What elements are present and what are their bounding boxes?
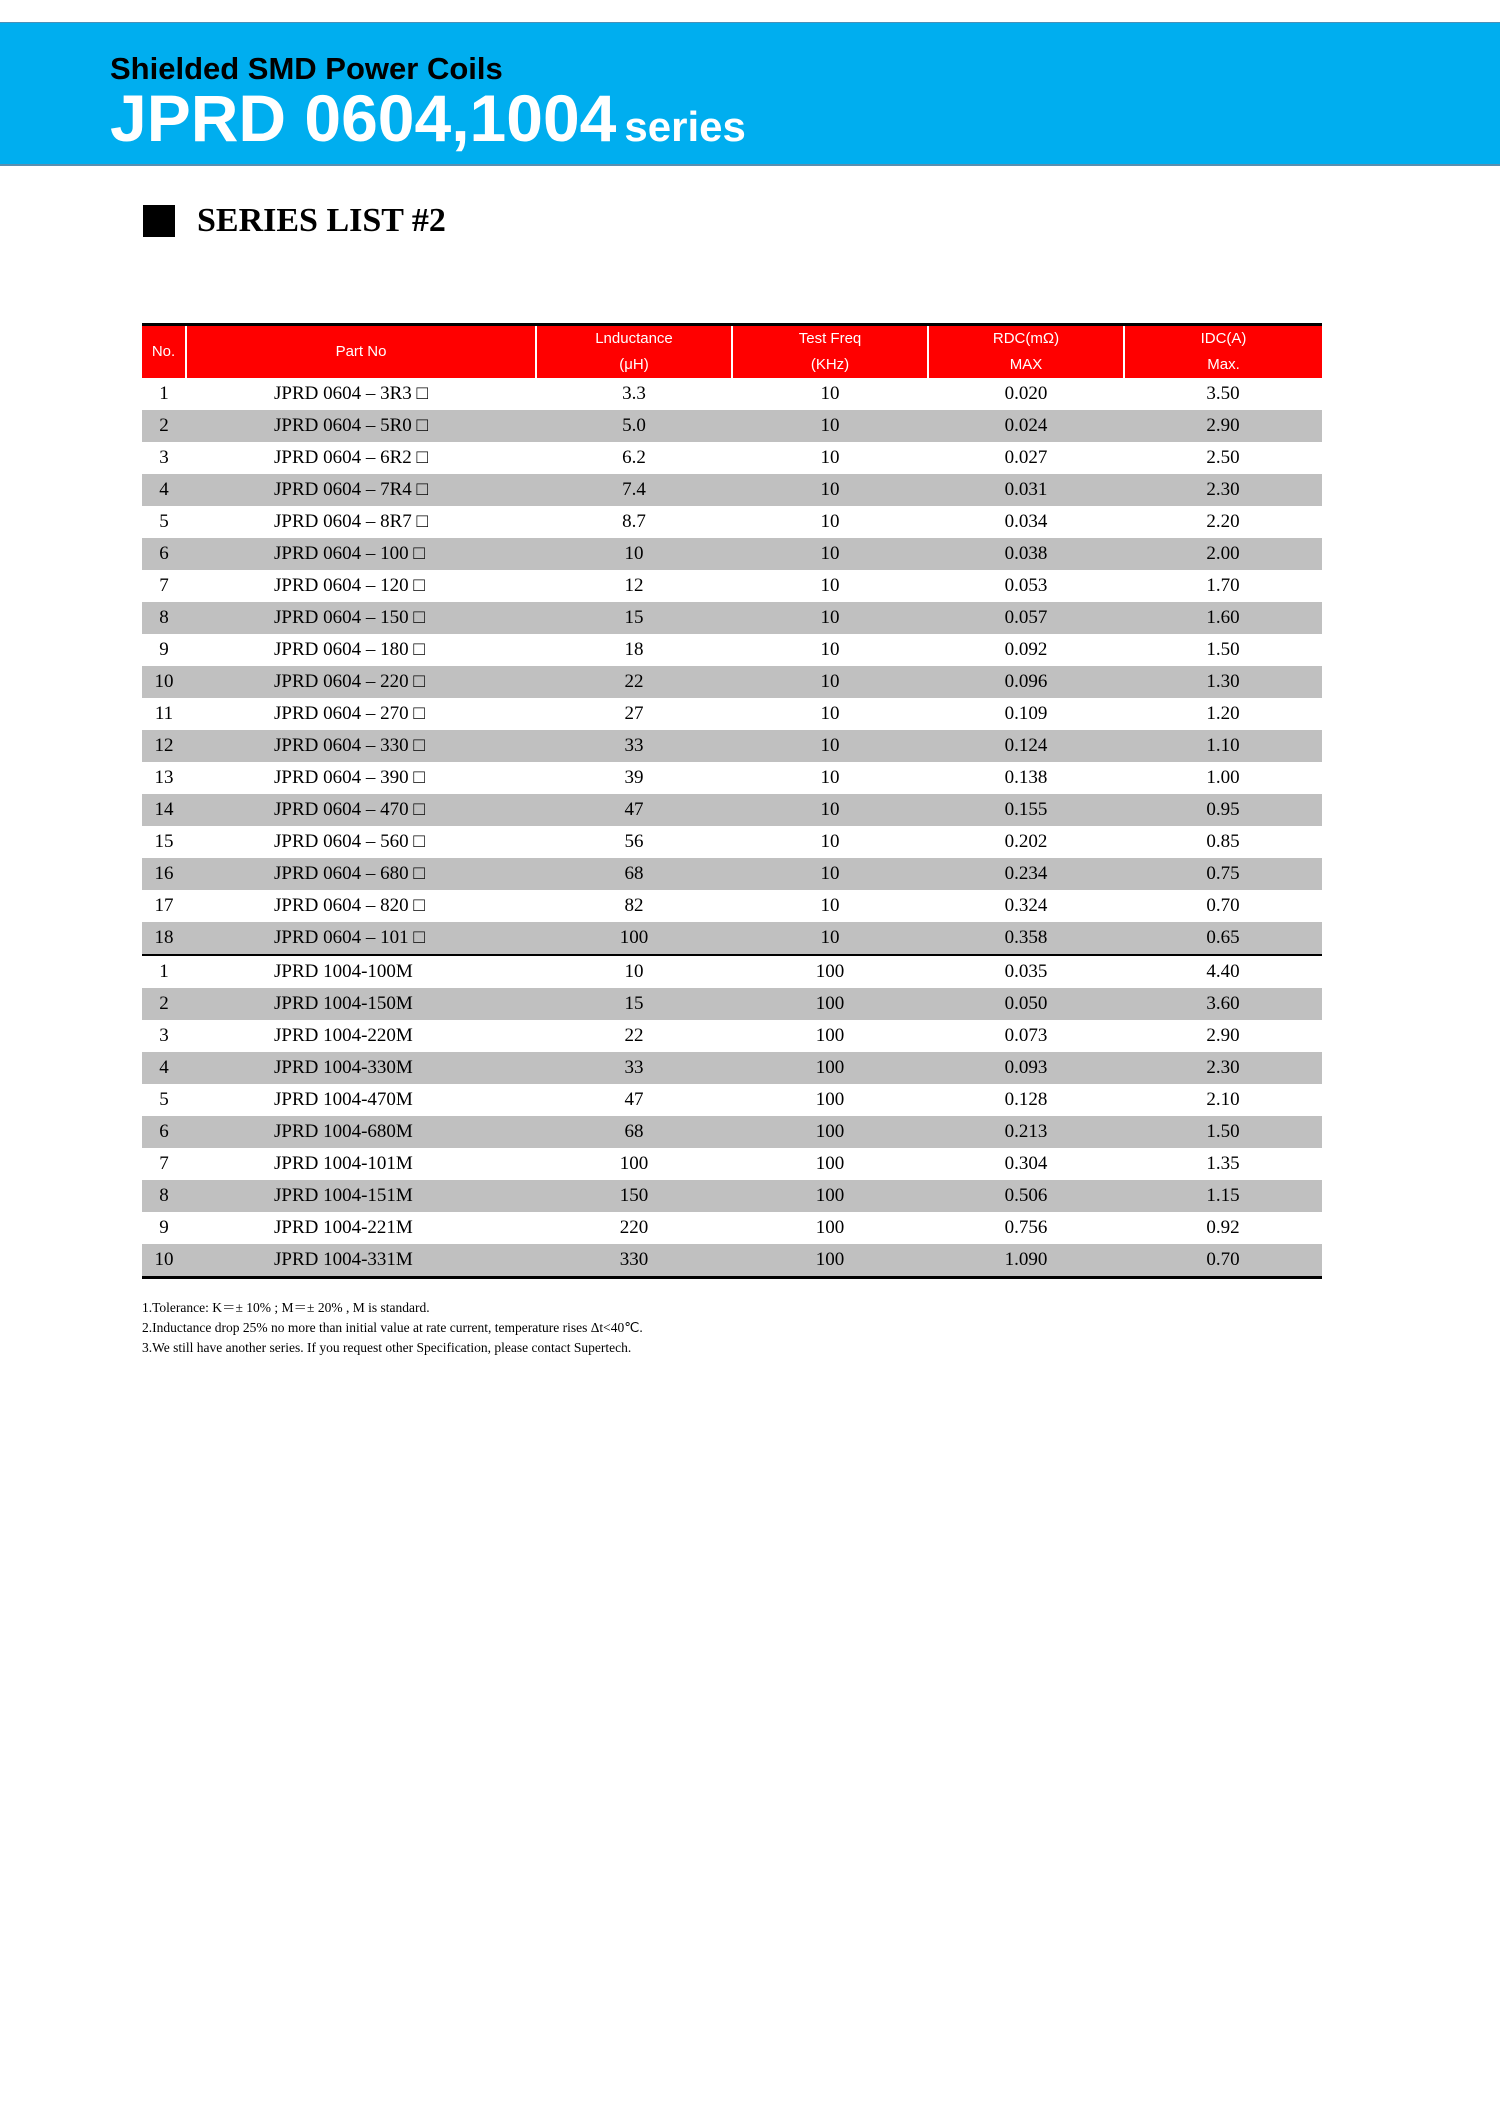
table-row bbox=[142, 858, 1322, 890]
cell-part-no: JPRD 0604 – 7R4 □ bbox=[186, 474, 536, 506]
cell-test-freq: 10 bbox=[732, 794, 928, 826]
cell-test-freq: 10 bbox=[820, 447, 840, 468]
cell-test-freq: 10 bbox=[732, 858, 928, 890]
cell-no: 13 bbox=[154, 767, 174, 788]
cell-rdc: 0.202 bbox=[1004, 831, 1048, 852]
cell-part-no: JPRD 0604 – 470 □ bbox=[186, 794, 536, 826]
cell-test-freq: 100 bbox=[732, 1180, 928, 1212]
cell-rdc: 0.358 bbox=[928, 922, 1124, 955]
cell-idc: 1.70 bbox=[1206, 575, 1240, 596]
cell-inductance: 10 bbox=[536, 538, 732, 570]
table-row bbox=[142, 474, 1322, 506]
cell-test-freq: 10 bbox=[732, 538, 928, 570]
header-subtitle: Shielded SMD Power Coils bbox=[110, 51, 503, 86]
cell-inductance: 330 bbox=[536, 1244, 732, 1278]
table-row bbox=[142, 890, 1322, 922]
header-title-suffix: series bbox=[624, 103, 746, 150]
cell-rdc: 0.096 bbox=[928, 666, 1124, 698]
column-header-test-freq: Test Freq (KHz) bbox=[732, 325, 928, 379]
cell-idc: 2.90 bbox=[1206, 1025, 1240, 1046]
cell-inductance: 5.0 bbox=[536, 410, 732, 442]
header-banner bbox=[0, 22, 1500, 166]
cell-test-freq: 10 bbox=[820, 831, 840, 852]
cell-inductance: 47 bbox=[624, 1089, 644, 1110]
cell-test-freq: 100 bbox=[732, 1052, 928, 1084]
cell-test-freq: 100 bbox=[732, 1244, 928, 1278]
table-row bbox=[142, 1180, 1322, 1212]
cell-inductance: 22 bbox=[624, 1025, 644, 1046]
cell-part-no: JPRD 0604 – 270 □ bbox=[274, 703, 425, 724]
cell-no: 17 bbox=[154, 895, 174, 916]
table-row bbox=[142, 1116, 1322, 1148]
cell-rdc: 0.213 bbox=[928, 1116, 1124, 1148]
table-row bbox=[142, 538, 1322, 570]
cell-idc: 2.00 bbox=[1124, 538, 1322, 570]
cell-idc: 1.20 bbox=[1206, 703, 1240, 724]
cell-inductance: 22 bbox=[536, 666, 732, 698]
cell-inductance: 68 bbox=[536, 1116, 732, 1148]
cell-test-freq: 10 bbox=[820, 703, 840, 724]
cell-part-no: JPRD 1004-470M bbox=[274, 1089, 413, 1110]
cell-no: 3 bbox=[159, 447, 169, 468]
cell-test-freq: 100 bbox=[732, 1116, 928, 1148]
cell-test-freq: 10 bbox=[820, 639, 840, 660]
table-row bbox=[142, 730, 1322, 762]
cell-no: 2 bbox=[142, 410, 186, 442]
table-row bbox=[142, 1148, 1322, 1180]
cell-idc: 3.50 bbox=[1206, 383, 1240, 404]
header-title-main: JPRD 0604,1004 bbox=[110, 81, 617, 155]
cell-test-freq: 10 bbox=[820, 895, 840, 916]
cell-no: 12 bbox=[142, 730, 186, 762]
cell-inductance: 12 bbox=[624, 575, 644, 596]
cell-no: 18 bbox=[142, 922, 186, 955]
cell-idc: 1.50 bbox=[1124, 1116, 1322, 1148]
cell-rdc: 1.090 bbox=[928, 1244, 1124, 1278]
cell-idc: 1.60 bbox=[1124, 602, 1322, 634]
cell-rdc: 0.027 bbox=[1004, 447, 1048, 468]
cell-inductance: 18 bbox=[624, 639, 644, 660]
cell-rdc: 0.092 bbox=[1004, 639, 1048, 660]
cell-test-freq: 10 bbox=[732, 730, 928, 762]
column-header-no: No. bbox=[142, 325, 186, 379]
cell-part-no: JPRD 1004-100M bbox=[186, 955, 536, 988]
cell-rdc: 0.138 bbox=[1004, 767, 1048, 788]
cell-idc: 0.65 bbox=[1124, 922, 1322, 955]
series-table bbox=[142, 323, 1322, 1279]
cell-part-no: JPRD 0604 – 6R2 □ bbox=[274, 447, 429, 468]
cell-inductance: 33 bbox=[536, 730, 732, 762]
cell-inductance: 7.4 bbox=[536, 474, 732, 506]
cell-test-freq: 10 bbox=[820, 511, 840, 532]
cell-no: 5 bbox=[159, 1089, 169, 1110]
cell-rdc: 0.073 bbox=[1004, 1025, 1048, 1046]
cell-test-freq: 10 bbox=[820, 767, 840, 788]
cell-idc: 1.30 bbox=[1124, 666, 1322, 698]
footnotes bbox=[142, 1298, 643, 1358]
table-row bbox=[142, 1020, 1322, 1052]
cell-inductance: 6.2 bbox=[622, 447, 646, 468]
cell-idc: 0.70 bbox=[1124, 1244, 1322, 1278]
cell-test-freq: 100 bbox=[815, 1089, 845, 1110]
cell-inductance: 100 bbox=[619, 1153, 649, 1174]
table-row bbox=[142, 698, 1322, 730]
section-bullet-icon bbox=[143, 205, 175, 237]
cell-test-freq: 100 bbox=[815, 1025, 845, 1046]
cell-inductance: 47 bbox=[536, 794, 732, 826]
table-row bbox=[142, 378, 1322, 410]
cell-inductance: 220 bbox=[619, 1217, 649, 1238]
cell-test-freq: 10 bbox=[732, 922, 928, 955]
cell-rdc: 0.109 bbox=[1004, 703, 1048, 724]
table-row bbox=[142, 794, 1322, 826]
cell-idc: 0.92 bbox=[1206, 1217, 1240, 1238]
cell-inductance: 150 bbox=[536, 1180, 732, 1212]
table-row bbox=[142, 922, 1322, 955]
cell-no: 10 bbox=[142, 666, 186, 698]
cell-inductance: 10 bbox=[536, 955, 732, 988]
cell-part-no: JPRD 0604 – 3R3 □ bbox=[274, 383, 429, 404]
cell-inductance: 39 bbox=[624, 767, 644, 788]
table-row bbox=[142, 1212, 1322, 1244]
table-body bbox=[142, 378, 1322, 1278]
cell-part-no: JPRD 0604 – 150 □ bbox=[186, 602, 536, 634]
cell-idc: 2.50 bbox=[1206, 447, 1240, 468]
cell-idc: 1.15 bbox=[1124, 1180, 1322, 1212]
cell-inductance: 15 bbox=[536, 988, 732, 1020]
cell-no: 6 bbox=[142, 1116, 186, 1148]
cell-part-no: JPRD 1004-151M bbox=[186, 1180, 536, 1212]
cell-inductance: 3.3 bbox=[622, 383, 646, 404]
cell-no: 8 bbox=[142, 602, 186, 634]
cell-no: 11 bbox=[154, 703, 174, 724]
cell-idc: 3.60 bbox=[1124, 988, 1322, 1020]
cell-part-no: JPRD 0604 – 8R7 □ bbox=[274, 511, 429, 532]
section-title: SERIES LIST #2 bbox=[197, 202, 446, 239]
cell-no: 6 bbox=[142, 538, 186, 570]
cell-no: 8 bbox=[142, 1180, 186, 1212]
cell-part-no: JPRD 0604 – 120 □ bbox=[274, 575, 425, 596]
cell-rdc: 0.304 bbox=[1004, 1153, 1048, 1174]
cell-part-no: JPRD 1004-220M bbox=[274, 1025, 413, 1046]
cell-no: 16 bbox=[142, 858, 186, 890]
cell-idc: 2.90 bbox=[1124, 410, 1322, 442]
cell-part-no: JPRD 0604 – 100 □ bbox=[186, 538, 536, 570]
cell-part-no: JPRD 1004-330M bbox=[186, 1052, 536, 1084]
cell-no: 9 bbox=[159, 639, 169, 660]
cell-no: 10 bbox=[142, 1244, 186, 1278]
cell-rdc: 0.124 bbox=[928, 730, 1124, 762]
cell-test-freq: 10 bbox=[820, 383, 840, 404]
cell-rdc: 0.024 bbox=[928, 410, 1124, 442]
cell-inductance: 27 bbox=[624, 703, 644, 724]
table-row bbox=[142, 570, 1322, 602]
cell-part-no: JPRD 1004-331M bbox=[186, 1244, 536, 1278]
cell-rdc: 0.756 bbox=[1004, 1217, 1048, 1238]
cell-inductance: 100 bbox=[536, 922, 732, 955]
cell-part-no: JPRD 0604 – 220 □ bbox=[186, 666, 536, 698]
footnote: 3.We still have another series. If you request other Specification, please contact Supertech. bbox=[142, 1340, 632, 1355]
cell-no: 4 bbox=[142, 1052, 186, 1084]
table-row bbox=[142, 442, 1322, 474]
cell-no: 14 bbox=[142, 794, 186, 826]
cell-inductance: 56 bbox=[624, 831, 644, 852]
cell-part-no: JPRD 1004-150M bbox=[186, 988, 536, 1020]
footnote: 1.Tolerance: K＝± 10% ; M＝± 20% , M is standard. bbox=[142, 1300, 430, 1315]
table-row bbox=[142, 988, 1322, 1020]
cell-rdc: 0.050 bbox=[928, 988, 1124, 1020]
table-row bbox=[142, 410, 1322, 442]
cell-part-no: JPRD 1004-680M bbox=[186, 1116, 536, 1148]
cell-test-freq: 10 bbox=[732, 602, 928, 634]
cell-test-freq: 100 bbox=[815, 1153, 845, 1174]
cell-inductance: 8.7 bbox=[622, 511, 646, 532]
table-row bbox=[142, 762, 1322, 794]
table-header-row bbox=[142, 325, 1322, 379]
cell-no: 1 bbox=[142, 955, 186, 988]
cell-test-freq: 10 bbox=[820, 575, 840, 596]
cell-part-no: JPRD 1004-101M bbox=[274, 1153, 413, 1174]
cell-idc: 4.40 bbox=[1124, 955, 1322, 988]
cell-no: 4 bbox=[142, 474, 186, 506]
cell-rdc: 0.020 bbox=[1004, 383, 1048, 404]
cell-part-no: JPRD 0604 – 680 □ bbox=[186, 858, 536, 890]
cell-no: 15 bbox=[154, 831, 174, 852]
cell-rdc: 0.057 bbox=[928, 602, 1124, 634]
cell-no: 9 bbox=[159, 1217, 169, 1238]
table-row bbox=[142, 666, 1322, 698]
cell-part-no: JPRD 0604 – 330 □ bbox=[186, 730, 536, 762]
cell-no: 3 bbox=[159, 1025, 169, 1046]
footnote: 2.Inductance drop 25% no more than initial value at rate current, temperature rises Δt<40℃. bbox=[142, 1320, 643, 1335]
cell-no: 7 bbox=[159, 1153, 169, 1174]
cell-part-no: JPRD 0604 – 5R0 □ bbox=[186, 410, 536, 442]
table-row bbox=[142, 1084, 1322, 1116]
cell-rdc: 0.038 bbox=[928, 538, 1124, 570]
cell-test-freq: 100 bbox=[732, 955, 928, 988]
cell-part-no: JPRD 0604 – 101 □ bbox=[186, 922, 536, 955]
cell-inductance: 68 bbox=[536, 858, 732, 890]
cell-idc: 2.10 bbox=[1206, 1089, 1240, 1110]
cell-test-freq: 10 bbox=[732, 410, 928, 442]
cell-rdc: 0.034 bbox=[1004, 511, 1048, 532]
cell-idc: 1.35 bbox=[1206, 1153, 1240, 1174]
cell-rdc: 0.155 bbox=[928, 794, 1124, 826]
cell-rdc: 0.128 bbox=[1004, 1089, 1048, 1110]
cell-idc: 0.75 bbox=[1124, 858, 1322, 890]
cell-rdc: 0.053 bbox=[1004, 575, 1048, 596]
table-row bbox=[142, 1244, 1322, 1278]
cell-idc: 2.30 bbox=[1124, 474, 1322, 506]
table-row bbox=[142, 506, 1322, 538]
cell-idc: 1.10 bbox=[1124, 730, 1322, 762]
cell-idc: 0.95 bbox=[1124, 794, 1322, 826]
cell-test-freq: 100 bbox=[732, 988, 928, 1020]
cell-test-freq: 10 bbox=[732, 474, 928, 506]
table-row bbox=[142, 955, 1322, 988]
cell-test-freq: 100 bbox=[815, 1217, 845, 1238]
cell-idc: 2.30 bbox=[1124, 1052, 1322, 1084]
table-row bbox=[142, 826, 1322, 858]
cell-no: 1 bbox=[159, 383, 169, 404]
cell-rdc: 0.506 bbox=[928, 1180, 1124, 1212]
cell-rdc: 0.035 bbox=[928, 955, 1124, 988]
section-heading bbox=[143, 202, 446, 240]
table-row bbox=[142, 1052, 1322, 1084]
cell-rdc: 0.324 bbox=[1004, 895, 1048, 916]
cell-rdc: 0.093 bbox=[928, 1052, 1124, 1084]
cell-no: 5 bbox=[159, 511, 169, 532]
table-row bbox=[142, 634, 1322, 666]
cell-idc: 0.85 bbox=[1206, 831, 1240, 852]
cell-idc: 2.20 bbox=[1206, 511, 1240, 532]
cell-inductance: 82 bbox=[624, 895, 644, 916]
cell-inductance: 33 bbox=[536, 1052, 732, 1084]
cell-rdc: 0.031 bbox=[928, 474, 1124, 506]
cell-idc: 1.50 bbox=[1206, 639, 1240, 660]
table-row bbox=[142, 602, 1322, 634]
column-header-part-no: Part No bbox=[186, 325, 536, 379]
cell-idc: 0.70 bbox=[1206, 895, 1240, 916]
cell-no: 7 bbox=[159, 575, 169, 596]
cell-idc: 1.00 bbox=[1206, 767, 1240, 788]
column-header-inductance: Lnductance (μH) bbox=[536, 325, 732, 379]
cell-inductance: 15 bbox=[536, 602, 732, 634]
header-title bbox=[110, 81, 746, 155]
cell-no: 2 bbox=[142, 988, 186, 1020]
cell-part-no: JPRD 0604 – 390 □ bbox=[274, 767, 425, 788]
column-header-idc: IDC(A) Max. bbox=[1124, 325, 1322, 379]
cell-part-no: JPRD 0604 – 180 □ bbox=[274, 639, 425, 660]
cell-rdc: 0.234 bbox=[928, 858, 1124, 890]
cell-test-freq: 10 bbox=[732, 666, 928, 698]
cell-part-no: JPRD 0604 – 560 □ bbox=[274, 831, 425, 852]
column-header-rdc: RDC(mΩ) MAX bbox=[928, 325, 1124, 379]
cell-part-no: JPRD 0604 – 820 □ bbox=[274, 895, 425, 916]
cell-part-no: JPRD 1004-221M bbox=[274, 1217, 413, 1238]
